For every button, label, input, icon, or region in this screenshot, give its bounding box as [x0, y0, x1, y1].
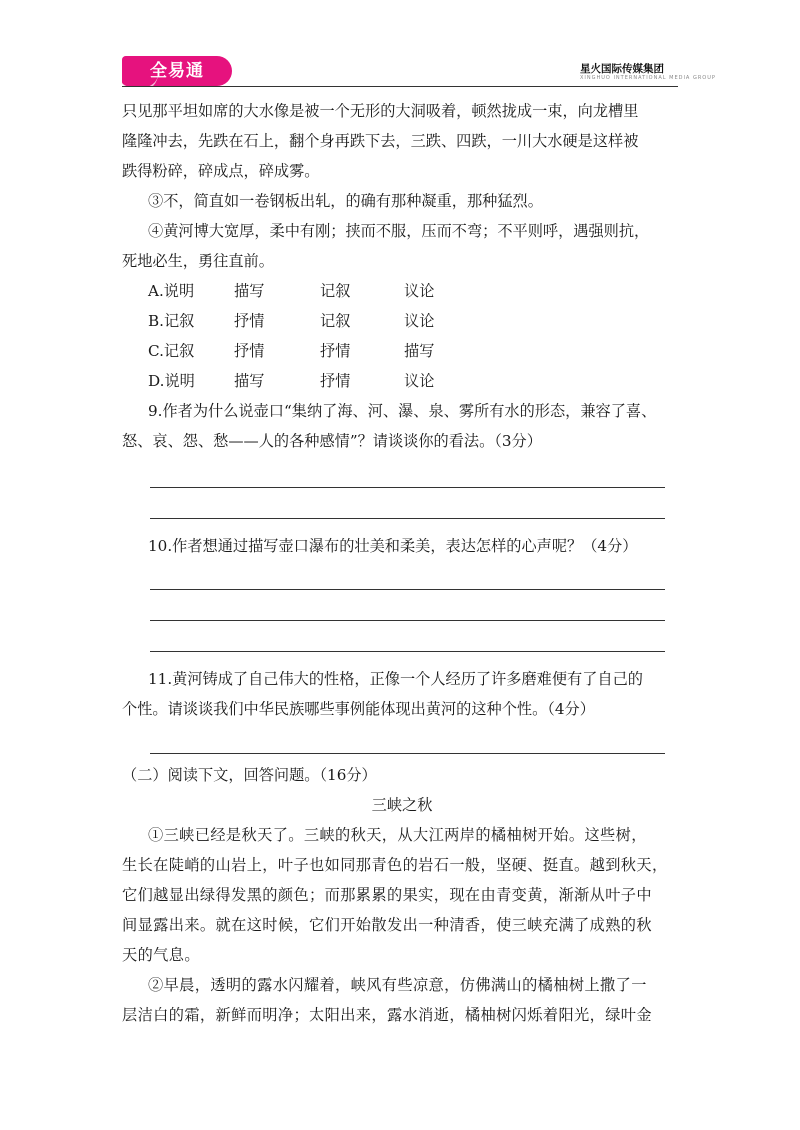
logo-text: 全易通: [150, 61, 204, 81]
passage-line: 它们越显出绿得发黑的颜色；而那累累的果实，现在由青变黄，渐渐从叶子中: [122, 886, 652, 904]
document-body: [122, 96, 682, 1030]
passage-line: 生长在陡峭的山岩上，叶子也如同那青色的岩石一般，坚硬、挺直。越到秋天，: [122, 856, 668, 874]
option-row-d: [122, 366, 682, 396]
passage-title: 三峡之秋: [371, 796, 433, 814]
question-11-cont: 个性。请谈谈我们中华民族哪些事例能体现出黄河的这种个性。（4分）: [122, 700, 595, 718]
text-line: ④黄河博大宽厚，柔中有刚；挟而不服，压而不弯；不平则呼，遇强则抗，: [148, 222, 650, 240]
option-item: 描写: [234, 282, 265, 300]
option-label: B.记叙: [148, 312, 195, 330]
text-line: 隆隆冲去，先跌在石上，翻个身再跌下去，三跌、四跌，一川大水硬是这样被: [122, 132, 639, 150]
passage-line: ①三峡已经是秋天了。三峡的秋天，从大江两岸的橘柚树开始。这些树，: [148, 826, 647, 844]
logo-swoosh-icon: [118, 74, 158, 91]
option-row-a: [122, 276, 682, 306]
option-item: 抒情: [320, 342, 351, 360]
section-heading: （二）阅读下文，回答问题。（16分）: [122, 766, 377, 784]
option-item: 议论: [404, 372, 435, 390]
passage-line: ②早晨，透明的露水闪耀着，峡风有些凉意，仿佛满山的橘柚树上撒了一: [148, 976, 647, 994]
text-line: ③不，简直如一卷钢板出轧，的确有那种凝重，那种猛烈。: [148, 192, 543, 210]
page-header: [0, 0, 800, 90]
option-item: 描写: [234, 372, 265, 390]
option-row-b: [122, 306, 682, 336]
question-9: 9.作者为什么说壶口“集纳了海、河、瀑、泉、雾所有水的形态，兼容了喜、: [148, 402, 657, 420]
passage-line: 天的气息。: [122, 946, 200, 964]
option-label: D.说明: [148, 372, 195, 390]
header-divider: [122, 86, 678, 87]
option-item: 抒情: [320, 372, 351, 390]
text-line: 只见那平坦如席的大水像是被一个无形的大洞吸着，顿然拢成一束，向龙槽里: [122, 102, 639, 120]
option-item: 描写: [404, 342, 435, 360]
option-label: A.说明: [148, 282, 195, 300]
option-item: 记叙: [320, 312, 351, 330]
question-10: 10.作者想通过描写壶口瀑布的壮美和柔美，表达怎样的心声呢？（4分）: [148, 537, 638, 555]
option-row-c: [122, 336, 682, 366]
option-item: 议论: [404, 312, 435, 330]
passage-line: 间显露出来。就在这时候，它们开始散发出一种清香，使三峡充满了成熟的秋: [122, 916, 652, 934]
publisher-name: 星火国际传媒集团: [580, 63, 664, 75]
passage-line: 层洁白的霜，新鲜而明净；太阳出来，露水消逝，橘柚树闪烁着阳光，绿叶金: [122, 1006, 652, 1024]
option-item: 议论: [404, 282, 435, 300]
question-11: 11.黄河铸成了自己伟大的性格，正像一个人经历了许多磨难便有了自己的: [148, 670, 643, 688]
option-label: C.记叙: [148, 342, 195, 360]
question-9-cont: 怒、哀、怨、愁——人的各种感情”？请谈谈你的看法。（3分）: [122, 432, 542, 450]
text-line: 死地必生，勇往直前。: [122, 252, 274, 270]
publisher-subtitle: XINGHUO INTERNATIONAL MEDIA GROUP: [580, 75, 716, 81]
option-item: 抒情: [234, 342, 265, 360]
option-item: 记叙: [320, 282, 351, 300]
option-item: 抒情: [234, 312, 265, 330]
text-line: 跌得粉碎，碎成点，碎成雾。: [122, 162, 320, 180]
